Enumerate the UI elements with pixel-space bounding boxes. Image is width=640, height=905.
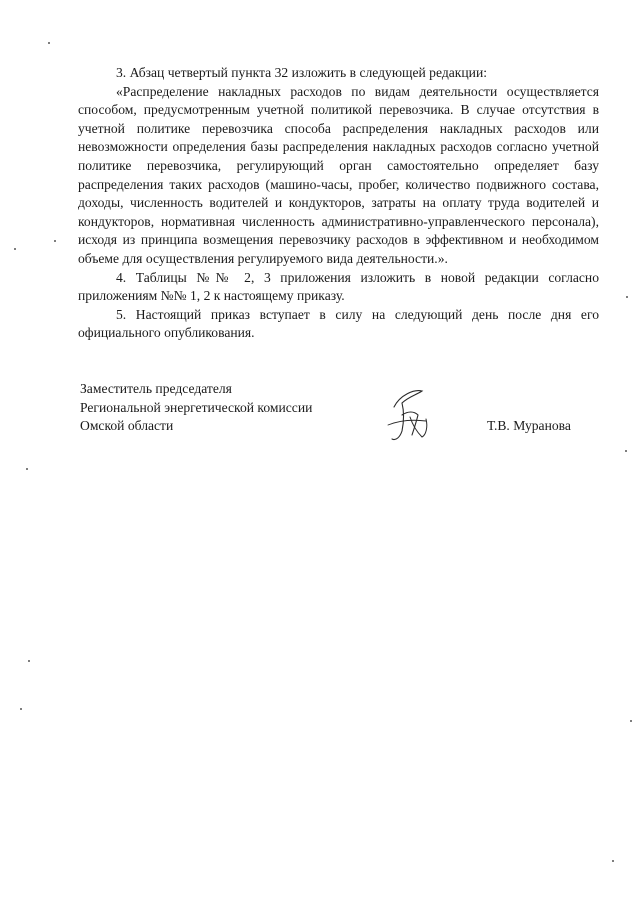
scan-speck: [612, 860, 614, 862]
scan-speck: [28, 660, 30, 662]
position-line-2: Региональной энергетической комиссии: [80, 399, 313, 415]
paragraph-4: 4. Таблицы №№ 2, 3 приложения изложить в новой редакции согласно приложениям №№ 1, 2 к настоящему приказу.: [78, 269, 599, 304]
scan-speck: [26, 468, 28, 470]
scan-speck: [20, 708, 22, 710]
scan-speck: [14, 248, 16, 250]
scan-speck: [630, 720, 632, 722]
paragraph-5: 5. Настоящий приказ вступает в силу на следующий день после дня его официального опубликования.: [78, 306, 599, 341]
document-body: [78, 64, 599, 343]
handwritten-signature-icon: [380, 385, 440, 445]
scan-speck: [48, 42, 50, 44]
position-line-1: Заместитель председателя: [80, 381, 232, 396]
paragraph-3: 3. Абзац четвертый пункта 32 изложить в следующей редакции:: [116, 65, 487, 80]
signature-block: [80, 380, 600, 470]
position-line-3: Омской области: [80, 418, 174, 434]
scan-speck: [626, 296, 628, 298]
paragraph-quote: «Распределение накладных расходов по видам деятельности осуществляется способом, предусмотренным учетной политикой перевозчика. В случае отсутствия в учетной политике перевозчика способа распределения накладных расходов или невозможности определения базы распределения накладных расходов согласно учетной политике перевозчика, регулирующий орган самостоятельно определяет базу распределения таких расходов (машино-часы, пробег, количество подвижного состава, доходы, численность водителей и кондукторов, затраты на оплату труда водителей и кондукторов, нормативная численность административно-управленческого персонала), исходя из принципа возмещения перевозчику расходов в эффективном и необходимом объеме для осуществления регулируемого вида деятельности.».: [78, 83, 599, 266]
scan-speck: [54, 240, 56, 242]
scan-speck: [625, 450, 627, 452]
signer-name: Т.В. Муранова: [487, 418, 571, 433]
